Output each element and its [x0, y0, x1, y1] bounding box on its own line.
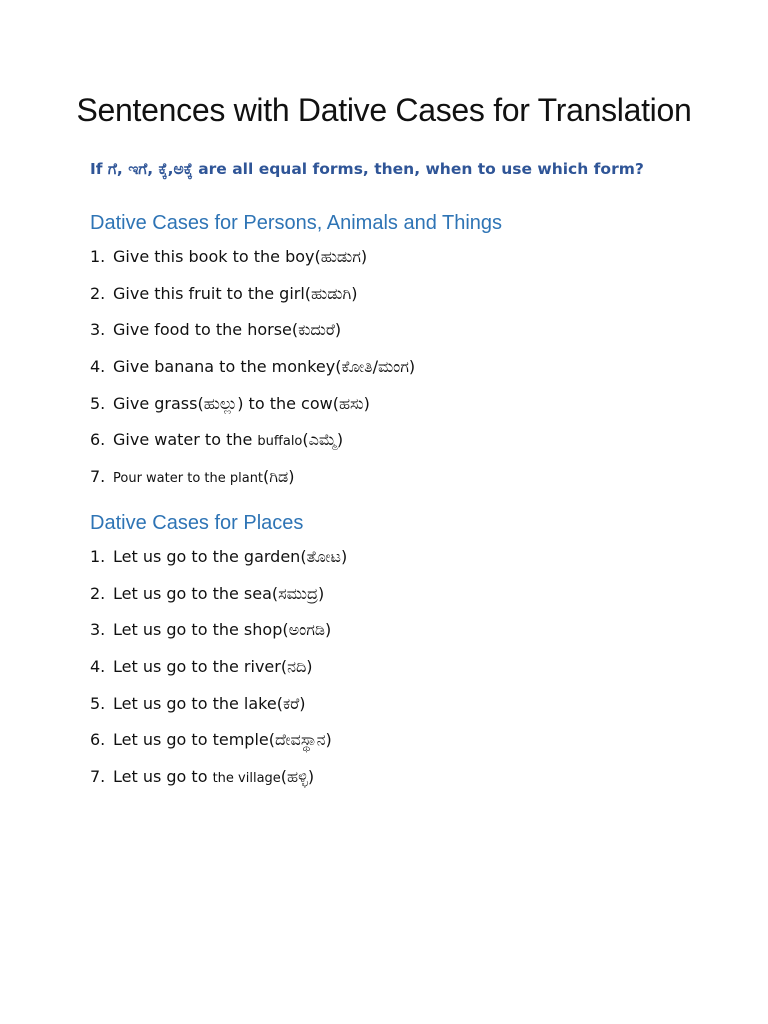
section-places	[90, 510, 730, 801]
item-small-text: the village	[212, 771, 281, 787]
item-text: Let us go to the sea(ಸಮುದ್ರ)	[113, 583, 325, 603]
item-text: Give this book to the boy(ಹುಡುಗ)	[113, 247, 368, 266]
item-number: 1.	[90, 247, 106, 266]
section-persons-animals-things	[90, 210, 730, 501]
section-heading: Dative Cases for Places	[90, 512, 304, 534]
item-text: Let us go to the river(ನದಿ)	[113, 657, 313, 677]
item-number: 7.	[90, 467, 106, 487]
item-number: 2.	[90, 283, 106, 303]
item-text: Give banana to the monkey(ಕೋತಿ/ಮಂಗ)	[113, 357, 416, 377]
item-number: 7.	[90, 767, 106, 787]
item-text: Give grass(ಹುಲ್ಲು) to the cow(ಹಸು)	[113, 393, 370, 413]
item-text: Let us go to temple(ದೇವಸ್ಥಾನ)	[113, 730, 332, 750]
list-item	[90, 354, 730, 391]
item-text: Let us go to	[113, 767, 213, 787]
item-number: 2.	[90, 583, 106, 603]
item-kannada: (ಗಿಡ)	[263, 467, 295, 487]
list-item	[90, 617, 730, 654]
item-text: Give water to the	[113, 430, 258, 450]
item-text: Let us go to the lake(ಕರೆ)	[113, 693, 306, 713]
item-number: 6.	[90, 730, 106, 750]
item-kannada: (ಎಮ್ಮೆ)	[302, 430, 344, 450]
item-text: Give this fruit to the girl(ಹುಡುಗಿ)	[113, 283, 358, 303]
list-item	[90, 691, 730, 728]
sentence-list	[90, 244, 730, 501]
list-item	[90, 544, 730, 581]
item-number: 3.	[90, 320, 106, 340]
list-item	[90, 727, 730, 764]
item-number: 4.	[90, 357, 106, 377]
list-item	[90, 464, 730, 501]
list-item	[90, 244, 730, 281]
item-text: Let us go to the shop(ಅಂಗಡಿ)	[113, 620, 332, 640]
item-number: 5.	[90, 693, 106, 713]
item-number: 1.	[90, 547, 106, 566]
question-line: If ಗೆ, ಇಗೆ, ಕ್ಕೆ,ಅಕ್ಕೆ are all equal forms, then, when to use which form?	[90, 160, 644, 178]
list-item	[90, 654, 730, 691]
section-heading: Dative Cases for Persons, Animals and Things	[90, 212, 503, 234]
list-item	[90, 391, 730, 428]
list-item	[90, 317, 730, 354]
list-item	[90, 764, 730, 801]
item-number: 6.	[90, 430, 106, 450]
list-item	[90, 281, 730, 318]
item-kannada: (ಹಳ್ಳಿ)	[280, 767, 315, 787]
item-small-text: buffalo	[257, 434, 303, 450]
item-number: 4.	[90, 657, 106, 677]
item-number: 5.	[90, 393, 106, 413]
item-number: 3.	[90, 620, 106, 640]
item-text: Give food to the horse(ಕುದುರೆ)	[113, 320, 342, 340]
item-small-text: Pour water to the plant	[113, 471, 264, 487]
page-title: Sentences with Dative Cases for Translation	[76, 92, 692, 128]
item-text: Let us go to the garden(ತೋಟ)	[113, 547, 348, 566]
list-item	[90, 427, 730, 464]
list-item	[90, 581, 730, 618]
sentence-list	[90, 544, 730, 801]
